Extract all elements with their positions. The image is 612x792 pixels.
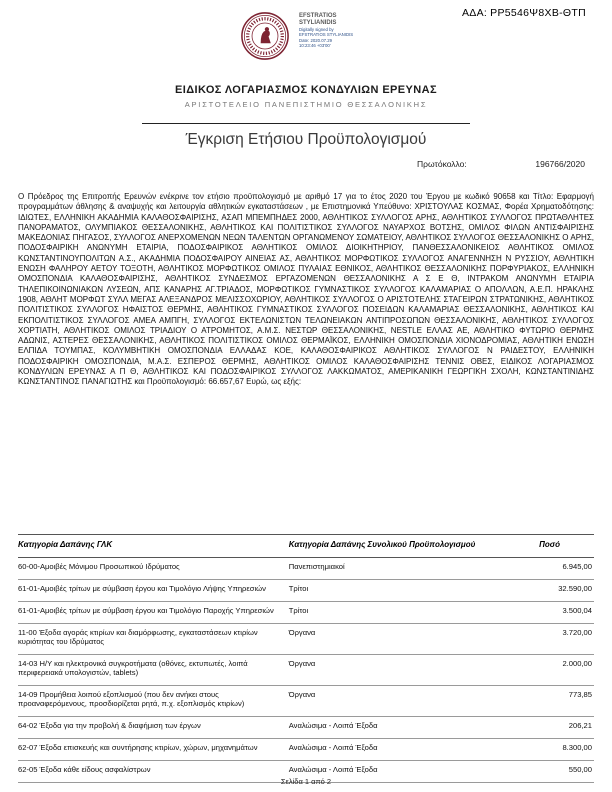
header-stamp-area [240, 11, 379, 61]
cell-amount: 773,85 [502, 686, 594, 717]
university-seal-icon [240, 11, 290, 61]
cell-amount: 32.590,00 [502, 580, 594, 602]
column-header-glk: Κατηγορία Δαπάνης ΓΛΚ [18, 535, 289, 558]
cell-category: Όργανα [289, 686, 502, 717]
cell-amount: 550,00 [502, 761, 594, 783]
protocol-value: 196766/2020 [535, 159, 585, 169]
digital-signature-block [299, 11, 379, 49]
cell-glk: 60-00-Αμοιβές Μόνιμου Προσωπικού Ιδρύματος [18, 558, 289, 580]
organization-name: ΕΙΔΙΚΟΣ ΛΟΓΑΡΙΑΣΜΟΣ ΚΟΝΔΥΛΙΩΝ ΕΡΕΥΝΑΣ [175, 84, 437, 96]
table-row [18, 580, 594, 602]
ada-value: ΡΡ5546Ψ8ΧΒ-ΘΤΠ [490, 7, 586, 19]
cell-amount: 2.000,00 [502, 655, 594, 686]
column-header-amount: Ποσό [502, 535, 594, 558]
cell-category: Όργανα [289, 655, 502, 686]
table-row [18, 655, 594, 686]
page-title: Έγκριση Ετήσιου Προϋπολογισμού [185, 131, 427, 148]
table-row [18, 686, 594, 717]
signature-name-line: STYLIANIDIS [299, 20, 337, 26]
cell-glk: 14-03 Η/Υ και ηλεκτρονικά συγκροτήματα (οθόνες, εκτυπωτές, λοιπά περιφερειακά υπολογιστών, tablets) [18, 655, 289, 686]
cell-category: Τρίτοι [289, 602, 502, 624]
university-name: ΑΡΙΣΤΟΤΕΛΕΙΟ ΠΑΝΕΠΙΣΤΗΜΙΟ ΘΕΣΣΑΛΟΝΙΚΗΣ [184, 100, 428, 109]
protocol-label: Πρωτόκολλο: [417, 159, 467, 169]
column-header-category: Κατηγορία Δαπάνης Συνολικού Προϋπολογισμού [289, 535, 502, 558]
signature-detail-line: 10:23:46 +03'00' [299, 43, 331, 49]
budget-table-container [18, 534, 594, 783]
cell-glk: 61-01-Αμοιβές τρίτων με σύμβαση έργου και Τιμολόγιο Παροχής Υπηρεσιών [18, 602, 289, 624]
table-row [18, 739, 594, 761]
ada-code [459, 7, 586, 19]
cell-glk: 62-05 Έξοδα κάθε είδους ασφαλίστρων [18, 761, 289, 783]
table-row [18, 602, 594, 624]
signature-name-line: EFSTRATIOS [299, 13, 337, 19]
cell-glk: 62-07 Έξοδα επισκευής και συντήρησης κτιρίων, χώρων, μηχανημάτων [18, 739, 289, 761]
cell-category: Αναλώσιμα - Λοιπά Έξοδα [289, 717, 502, 739]
cell-amount: 6.945,00 [502, 558, 594, 580]
cell-glk: 14-09 Προμήθεια λοιπού εξοπλισμού (που δεν ανήκει στους προαναφερόμενους, προσδιορίζεται ρητά, π.χ. εξοπλισμός κτιρίων) [18, 686, 289, 717]
table-header-row [18, 535, 594, 558]
table-row [18, 624, 594, 655]
page-number: Σελίδα 1 από 2 [280, 777, 332, 786]
header-divider [142, 123, 470, 124]
budget-table [18, 534, 594, 783]
cell-category: Αναλώσιμα - Λοιπά Έξοδα [289, 739, 502, 761]
signature-detail-line: Digitally signed by [299, 27, 334, 32]
cell-amount: 206,21 [502, 717, 594, 739]
cell-amount: 3.720,00 [502, 624, 594, 655]
cell-glk: 64-02 Έξοδα για την προβολή & διαφήμιση των έργων [18, 717, 289, 739]
cell-glk: 11-00 Έξοδα αγοράς κτιρίων και διαμόρφωσης, εγκαταστάσεων κτιρίων κυριότητας του Ιδρύματος [18, 624, 289, 655]
signature-detail-line: Date: 2020.07.29 [299, 37, 332, 43]
cell-amount: 3.500,04 [502, 602, 594, 624]
table-row [18, 717, 594, 739]
table-row [18, 558, 594, 580]
approval-body-text: Ο Πρόεδρος της Επιτροπής Ερευνών ενέκρινε τον ετήσιο προϋπολογισμό με αριθμό 17 για το έτος 2020 του Έργου με κωδικό 90658 και Τίτλο: Εφαρμογή προγραμμάτων άθλησης & αναψυχής και λειτουργία αθλητικών εγκαταστάσεων , με Επιστημονικά Υπεύθυνο: ΧΡΙΣΤΟΥΛΑΣ ΚΟΣΜΑΣ, Φορέα Χρηματοδότησης: ΙΔΙΩΤΕΣ, ΕΛΛΗΝΙΚΗ ΑΚΑΔΗΜΙΑ ΚΑΛΑΘΟΣΦΑΙΡΙΣΗΣ, ΑΣΑΠ ΜΠΕΜΠΗΔΕΣ 2000, ΑΘΛΗΤΙΚΟΣ ΣΥΛΛΟΓΟΣ ΑΡΗΣ, ΑΘΛΗΤΙΚΟΣ ΣΥΛΛΟΓΟΣ ΠΡΩΤΑΘΛΗΤΕΣ ΠΑΝΟΡΑΜΑΤΟΣ, ΟΛΥΜΠΙΑΚΟΣ ΘΕΣΣΑΛΟΝΙΚΗΣ, ΑΘΛΗΤΙΚΟΣ ΚΑΙ ΠΟΛΙΤΙΣΤΙΚΟΣ ΣΥΛΛΟΓΟΣ ΝΑΥΑΡΧΟΣ ΒΟΤΣΗΣ, ΟΜΙΛΟΣ ΦΙΛΩΝ ΑΝΤΙΣΦΑΙΡΙΣΗΣ ΜΑΚΕΔΟΝΙΑΣ ΠΗΓΑΣΟΣ, ΣΥΛΛΟΓΟΣ ΑΝΕΡΧΟΜΕΝΩΝ ΝΕΩΝ ΤΑΛΕΝΤΩΝ ΟΡΓΑΝΩΜΕΝΟΥ ΣΩΜΑΤΕΙΟΥ, ΑΘΛΗΤΙΚΟΣ ΣΥΛΛΟΓΟΣ ΘΕΣΣΑΛΟΝΙΚΗΣ Ο ΑΡΗΣ, ΠΟΔΟΣΦΑΙΡΙΚΗ ΑΝΩΝΥΜΗ ΕΤΑΙΡΙΑ, ΠΟΔΟΣΦΑΙΡΙΚΟΣ ΑΘΛΗΤΙΚΟΣ ΟΜΙΛΟΣ ΔΙΟΙΚΗΤΗΡΙΟΥ, ΠΑΝΘΕΣΣΑΛΟΝΙΚΕΙΟΣ ΑΘΛΗΤΙΚΟΣ ΟΜΙΛΟΣ ΚΩΝΣΤΑΝΤΙΝΟΥΠΟΛΙΤΩΝ Α.Σ., ΑΚΑΔΗΜΙΑ ΠΟΔΟΣΦΑΙΡΟΥ ΑΙΝΕΙΑΣ ΑΣ, ΑΘΛΗΤΙΚΟΣ ΜΟΡΦΩΤΙΚΟΣ ΣΥΛΛΟΓΟΣ ΑΝΑΓΕΝΝΗΣΗ Ν ΡΥΣΣΙΟΥ, ΑΘΛΗΤΙΚΗ ΕΝΩΣΗ ΦΑΛΗΡΟΥ ΑΕΤΟΥ ΤΟΞΟΤΗ, ΑΘΛΗΤΙΚΟΣ ΜΟΡΦΩΤΙΚΟΣ ΟΜΙΛΟΣ ΠΥΛΑΙΑΣ ΕΘΝΙΚΟΣ, ΑΘΛΗΤΙΚΟΣ ΘΕΣΣΑΛΟΝΙΚΗΣ ΠΟΡΦΥΡΙΑΚΟΣ, ΕΛΛΗΝΙΚΗ ΟΜΟΣΠΟΝΔΙΑ ΚΑΛΑΘΟΣΦΑΙΡΙΣΗΣ, ΑΘΛΗΤΙΚΟΣ ΣΥΝΔΕΣΜΟΣ ΕΡΓΑΖΟΜΕΝΩΝ ΘΕΣΣΑΛΟΝΙΚΗΣ Α Σ Ε Θ, ΙΝΤΡΑΚΟΜ ΑΝΩΝΥΜΗ ΕΤΑΙΡΙΑ ΤΗΛΕΠΙΚΟΙΝΩΝΙΑΚΩΝ ΛΥΣΕΩΝ, ΑΠΣ ΚΑΝΑΡΗΣ ΑΓ.ΤΡΙΑΔΟΣ, ΜΟΡΦΩΤΙΚΟΣ ΓΥΜΝΑΣΤΙΚΟΣ ΣΥΛΛΟΓΟΣ ΚΑΛΑΜΑΡΙΑΣ Ο ΑΠΟΛΛΩΝ, Α.Ε.Π. ΗΡΑΚΛΗΣ 1908, ΑΘΛΗΤ ΜΟΡΦΩΤ ΣΥΛΛ ΜΕΓΑΣ ΑΛΕΞΑΝΔΡΟΣ ΜΕΛΙΣΣΟΧΩΡΙΟΥ, ΑΘΛΗΤΙΚΟΣ ΣΥΛΛΟΓΟΣ Ο ΑΡΙΣΤΟΤΕΛΗΣ ΣΤΑΓΕΙΡΩΝ ΣΤΡΑΤΩΝΙΚΗΣ, ΑΘΛΗΤΙΚΟΣ ΠΟΛΙΤΙΣΤΙΚΟΣ ΣΥΛΛΟΓΟΣ ΗΦΑΙΣΤΟΣ ΘΕΡΜΗΣ, ΑΘΛΗΤΙΚΟΣ ΓΥΜΝΑΣΤΙΚΟΣ ΣΥΛΛΟΓΟΣ ΠΟΣΕΙΔΩΝ ΚΑΛΑΜΑΡΙΑΣ ΘΕΣΣΑΛΟΝΙΚΗΣ, ΑΘΛΗΤΙΚΟΣ ΚΑΙ ΕΚΠΟΛΙΤΙΣΤΙΚΟΣ ΣΥΛΛΟΓΟΣ ΑΜΕΑ ΑΜΠΓΗ, ΣΥΛΛΟΓΟΣ ΕΚΤΕΛΩΝΙΣΤΩΝ ΤΕΛΩΝΕΙΑΚΩΝ ΑΝΤΙΠΡΟΣΩΠΩΝ ΘΕΣΣΑΛΟΝΙΚΗΣ, ΑΘΛΗΤΙΚΟΣ ΣΥΛΛΟΓΟΣ ΧΟΡΤΙΑΤΗ, ΑΘΛΗΤΙΚΟΣ ΟΜΙΛΟΣ ΤΡΙΑΔΙΟΥ Ο ΑΤΡΟΜΗΤΟΣ, Α.Μ.Σ. ΝΕΣΤΩΡ ΘΕΣΣΑΛΟΝΙΚΗΣ, NESTLE ΕΛΛΑΣ ΑΕ, ΑΘΛΗΤΙΚΟ ΦΥΤΩΡΙΟ ΘΕΡΜΗΣ ΑΔΩΝΙΣ, ΑΣΤΕΡΕΣ ΘΕΣΣΑΛΟΝΙΚΗΣ, ΑΘΛΗΤΙΚΟΣ ΠΟΛΙΤΙΣΤΙΚΟΣ ΟΜΙΛΟΣ ΘΕΡΜΑΪΚΟΣ, ΕΛΛΗΝΙΚΗ ΟΜΟΣΠΟΝΔΙΑ ΧΙΟΝΟΔΡΟΜΙΑΣ, ΑΘΛΗΤΙΚΗ ΕΝΩΣΗ ΕΛΠΙΔΑ ΤΟΥΜΠΑΣ, ΚΟΛΥΜΒΗΤΙΚΗ ΟΜΟΣΠΟΝΔΙΑ ΕΛΛΑΔΑΣ ΚΟΕ, ΚΑΛΑΘΟΣΦΑΙΡΙΚΟΣ ΑΘΛΗΤΙΚΟΣ ΣΥΛΛΟΓΟΣ Ν ΡΑΙΔΕΣΤΟΥ, ΕΛΛΗΝΙΚΗ ΠΟΔΟΣΦΑΙΡΙΚΗ ΟΜΟΣΠΟΝΔΙΑ, Μ.Α.Σ. ΕΣΠΕΡΟΣ ΘΕΡΜΗΣ, ΑΘΛΗΤΙΚΟΣ ΟΜΙΛΟΣ ΚΑΛΑΘΟΣΦΑΙΡΙΣΗΣ ΤΕΝΝΙΣ ΟΒΕΣ, ΕΙΔΙΚΟΣ ΛΟΓΑΡΙΑΣΜΟΣ ΚΟΝΔΥΛΙΩΝ ΕΡΕΥΝΑΣ Α Π Θ, ΑΘΛΗΤΙΚΟΣ ΚΑΙ ΠΟΔΟΣΦΑΙΡΙΚΟΣ ΣΥΛΛΟΓΟΣ ΛΑΚΚΩΜΑΤΟΣ, ΑΜΕΡΙΚΑΝΙΚΗ ΓΕΩΡΓΙΚΗ ΣΧΟΛΗ, ΚΩΝΣΤΑΝΤΙΝΙΔΗΣ ΚΩΝΣΤΑΝΤΙΝΟΣ ΠΑΝΑΓΙΩΤΗΣ και Προϋπολογισμό: 66.657,67 Ευρώ, ως εξής: [18, 192, 594, 387]
signature-detail-line: EFSTRATIOS STYLIANIDIS [299, 32, 354, 38]
cell-category: Τρίτοι [289, 580, 502, 602]
ada-label: ΑΔΑ: [462, 7, 488, 19]
cell-category: Αναλώσιμα - Λοιπά Έξοδα [289, 761, 502, 783]
cell-category: Όργανα [289, 624, 502, 655]
cell-amount: 8.300,00 [502, 739, 594, 761]
cell-category: Πανεπιστημιακοί [289, 558, 502, 580]
cell-glk: 61-01-Αμοιβές τρίτων με σύμβαση έργου και Τιμολόγιο Λήψης Υπηρεσιών [18, 580, 289, 602]
protocol-row [417, 159, 585, 169]
